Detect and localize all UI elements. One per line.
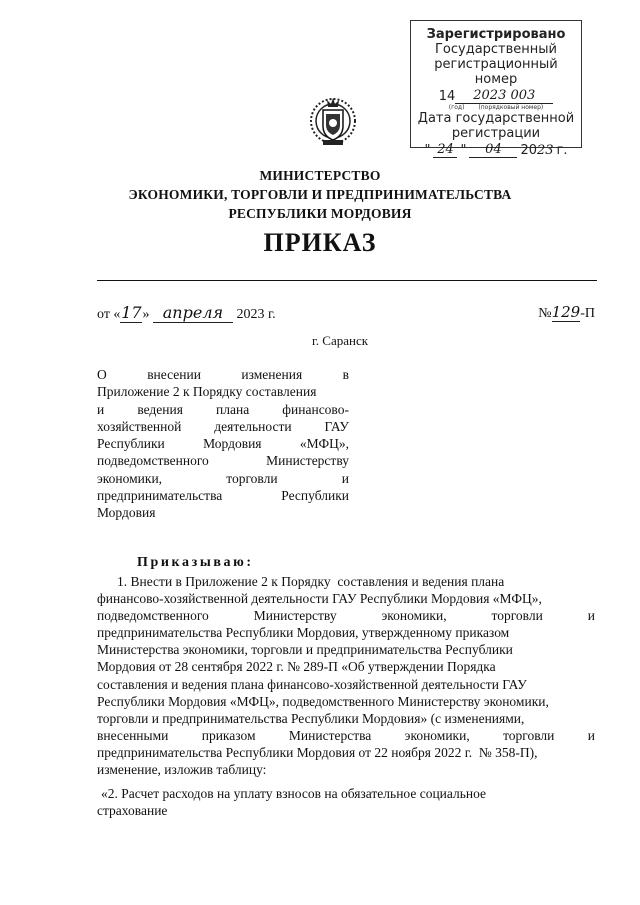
text-word: О — [97, 367, 107, 382]
text-line — [97, 744, 595, 761]
text-word: внесенными — [97, 727, 169, 743]
text-line — [97, 452, 349, 469]
text-word: Министерства — [288, 727, 372, 743]
text-word: «2. Расчет расходов на уплату взносов на обязательное социальное — [101, 786, 487, 801]
text-word: подведомственного — [97, 453, 209, 469]
text-word: Республики Мордовия «МФЦ», подведомственного Министерству экономики, — [97, 693, 549, 709]
ministry-header — [0, 166, 640, 223]
text-line — [97, 366, 349, 383]
document-title: ПРИКАЗ — [263, 228, 377, 257]
text-line — [97, 470, 349, 487]
text-word: Мордовия от 28 сентября 2022 г. № 289-П «Об утверждении Порядка — [97, 659, 496, 675]
text-word: ГАУ — [324, 418, 349, 434]
text-line — [97, 727, 595, 744]
text-line — [97, 573, 595, 590]
text-word: плана — [216, 401, 250, 417]
text-word: хозяйственной — [97, 418, 182, 434]
stamp-reg-labels — [411, 104, 581, 111]
text-word: предпринимательства Республики Мордовия, утвержденному приказом — [97, 625, 510, 641]
text-word: и — [97, 401, 105, 417]
text-line — [97, 658, 595, 675]
stamp-date-suffix: г. — [556, 143, 568, 158]
stamp-reg-number: 2023 003 — [455, 88, 553, 104]
text-word: приказом — [201, 727, 256, 743]
stamp-date-label2: регистрации — [451, 126, 541, 141]
coat-of-arms-emblem — [307, 92, 359, 150]
order-number-prefix: № — [538, 306, 552, 321]
text-line — [97, 802, 595, 819]
city: г. Саранск — [311, 333, 369, 348]
order-date-mid: » — [142, 307, 150, 322]
text-line — [97, 418, 349, 435]
text-word: «МФЦ», — [299, 436, 349, 452]
text-word: в — [342, 367, 349, 382]
stamp-date-close: " — [460, 143, 467, 158]
text-line — [97, 607, 595, 624]
ministry-line3: РЕСПУБЛИКИ МОРДОВИЯ — [228, 206, 412, 221]
text-word: и — [341, 470, 349, 486]
text-word: торговли — [503, 727, 555, 743]
paragraph-1 — [97, 573, 595, 778]
stamp-date-day: 24 — [433, 142, 457, 158]
text-word: предпринимательства Республики Мордовия от 22 ноября 2022 г. № 358-П), — [97, 744, 538, 760]
stamp-reg-prefix: 14 — [438, 89, 456, 104]
text-word: Министерству — [266, 453, 349, 469]
text-word: подведомственного — [97, 608, 209, 624]
text-word: торговли и предпринимательства Республики Мордовия» (с изменениями, — [97, 710, 525, 726]
text-word: Министерства экономики, торговли и предпринимательства Республики — [97, 642, 513, 658]
stamp-date-open: " — [424, 143, 431, 158]
text-line — [97, 710, 595, 727]
order-number-value: 129 — [551, 303, 581, 321]
text-line — [97, 641, 595, 658]
text-line — [97, 785, 595, 802]
text-word: изменения — [241, 367, 303, 382]
text-line — [97, 435, 349, 452]
stamp-line2: регистрационный номер — [434, 57, 558, 87]
text-word: Мордовия — [97, 505, 156, 521]
text-line — [97, 487, 349, 504]
ministry-line2: ЭКОНОМИКИ, ТОРГОВЛИ И ПРЕДПРИНИМАТЕЛЬСТВА — [128, 187, 512, 202]
text-line — [97, 590, 595, 607]
text-line — [97, 761, 595, 778]
text-word: торговли — [226, 470, 278, 486]
stamp-line1: Государственный — [434, 42, 558, 57]
text-word: торговли — [491, 608, 543, 624]
text-word: ведения — [137, 401, 183, 417]
text-word: финансово- — [282, 401, 349, 417]
text-word: экономики, — [381, 608, 447, 624]
order-date — [97, 303, 276, 323]
stamp-date-year-prefix: 20 — [520, 143, 537, 158]
text-word: Республики — [97, 436, 165, 452]
stamp-label-order: (порядковый номер) — [478, 104, 544, 111]
text-line — [97, 504, 349, 521]
text-word: деятельности — [214, 418, 292, 434]
text-word: изменение, изложив таблицу: — [97, 762, 267, 778]
text-line — [97, 676, 595, 693]
stamp-date-year: 23 — [537, 143, 554, 158]
text-word: экономики, — [97, 470, 163, 486]
text-word: страхование — [97, 803, 168, 819]
order-subject — [97, 366, 349, 522]
text-word: Приложение 2 к Порядку составления — [97, 384, 317, 400]
text-word: экономики, — [404, 727, 470, 743]
header-divider — [97, 280, 597, 281]
text-line — [97, 401, 349, 418]
text-line — [97, 624, 595, 641]
command-word: Приказываю: — [137, 555, 254, 570]
stamp-date-month: 04 — [469, 142, 517, 158]
registration-stamp — [410, 20, 582, 158]
text-word: финансово-хозяйственной деятельности ГАУ Республики Мордовия «МФЦ», — [97, 591, 542, 607]
text-line — [97, 693, 595, 710]
text-word: внесении — [147, 367, 201, 382]
text-word: и — [587, 727, 595, 743]
order-number — [538, 303, 595, 322]
text-word: Республики — [281, 488, 349, 504]
order-date-year: 2023 г. — [236, 307, 276, 322]
ministry-line1: МИНИСТЕРСТВО — [259, 168, 381, 183]
text-word: составления и ведения плана финансово-хозяйственной деятельности ГАУ — [97, 676, 527, 692]
order-date-prefix: от « — [97, 307, 121, 322]
text-word: 1. Внести в Приложение 2 к Порядку составления и ведения плана — [117, 574, 505, 589]
stamp-title: Зарегистрировано — [426, 27, 566, 42]
paragraph-2 — [97, 785, 595, 819]
text-word: предпринимательства — [97, 488, 223, 504]
order-number-suffix: -П — [580, 306, 595, 321]
stamp-date-row — [411, 142, 581, 158]
stamp-date-label1: Дата государственной — [417, 111, 575, 126]
stamp-reg-number-row — [411, 88, 581, 104]
text-word: Мордовия — [203, 436, 262, 452]
text-line — [97, 383, 349, 400]
text-word: и — [587, 608, 595, 624]
text-word: Министерству — [253, 608, 337, 624]
stamp-label-year: (год) — [448, 104, 465, 111]
order-date-month: апреля — [153, 303, 233, 323]
order-date-day: 17 — [121, 303, 142, 322]
